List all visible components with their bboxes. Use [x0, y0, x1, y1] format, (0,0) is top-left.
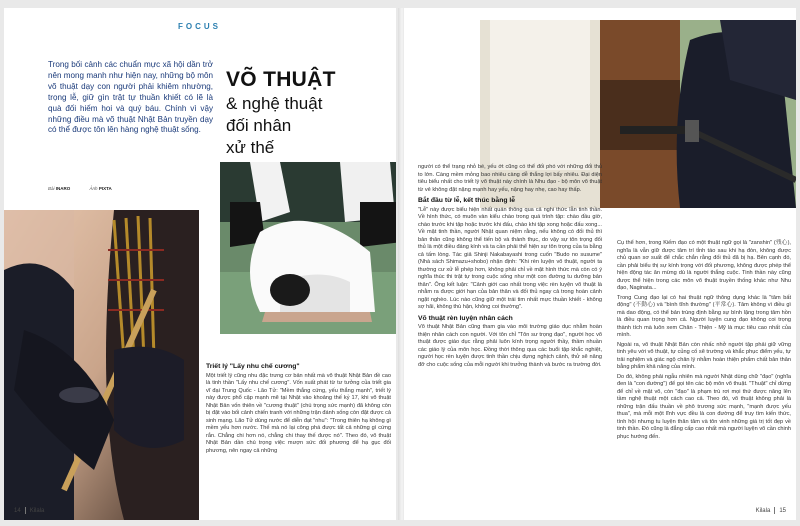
heading-ren-luyen-nhan-cach: Võ thuật rèn luyện nhân cách [418, 314, 513, 322]
right-article-column-2 [617, 240, 791, 443]
author-credit: Bài INARO [48, 186, 71, 191]
brand-left: Kilala [29, 508, 45, 514]
page-number-left: 14 [14, 508, 21, 514]
paragraph: người có thể trạng nhỏ bé, yếu ớt cũng có thể đối phó với những đối thủ to lớn. Càng mềm mỏng bao nhiêu càng dễ thắng lợi bấy nhiêu. Đại diện tiêu biểu nhất cho triết lý võ thuật này chính là Nhu đạo - bộ môn võ thuật từ vẻ không đặt nặng mạnh hay yếu, nặng hay nhẹ, cao hay thấp. [418, 164, 602, 193]
judo-bow-illustration [220, 162, 396, 334]
section-label: FOCUS [178, 22, 221, 31]
left-article-column [206, 360, 391, 457]
left-page [4, 8, 396, 520]
footer-right [756, 507, 786, 514]
article-title [226, 68, 396, 158]
bowing-photo [220, 162, 396, 334]
footer-divider [774, 507, 775, 514]
brand-right: Kilala [755, 508, 771, 514]
credits [48, 186, 130, 191]
intro-paragraph: Trong bối cảnh các chuẩn mực xã hội dần trở nên mong manh như hiện nay, những bộ môn võ thuật dạy con người phải khiêm nhường, trọng lễ, giữ gìn trật tự thuần khiết có lẽ là quà đối hiếm hoi và quý báu. Chính vì vậy những điều mà võ thuật Nhật Bản truyền dạy có thể được tôn lên hàng nghệ thuật sống. [48, 60, 213, 135]
footer-divider [25, 507, 26, 514]
paragraph: Một triết lý cũng nhu đặc trưng cơ bản nhất mà võ thuật Nhật Bản đề cao là tinh thần "Lấy nhu chế cương". Vốn xuất phát từ tư tưởng của triết gia vĩ đại Trung Quốc - Lão Tử: "Mềm thắng cứng, yếu thắng mạnh", triết lý này được phổ cập mạnh mẽ tại Nhật vào khoảng thế kỷ 17, khi võ thuật Nhật Bản vốn thiên về "cương thuật" (chú trọng sức mạnh) đã không còn bị đặt vào bối cảnh chiến tranh với những trận đánh sống còn đặt được cả sinh mạng. Lão Tử dùng nước để diễn đạt "nhu": "Trong thiên hạ không gì mềm yếu hơn nước. Thế mà nó lại công phá được tất cả những gì cứng rắn. Chẳng chi hơn nó, chẳng chi thay thế được nó". Theo đó, võ thuật Nhật Bản dần chú trọng việc mượn sức đối phương để hạ gục đối phương, nên ngay cả những [206, 372, 391, 454]
paragraph: Võ thuật Nhật Bản cũng tham gia vào môi trường giáo dục nhằm hoàn thiện nhân cách con người. Với tôn chỉ "Tôn sư trọng đạo", người học võ thuật được giáo dục rằng phải luôn kính trọng người thầy, thầm nhuần các giáo lý của môn học. Đồng thời thông qua các buổi tập khắc nghiệt, người học rèn luyện được tinh thần chịu đựng nghịch cảnh, thử sẽ nâng đỡ cho cuộc sống của mỗi người khi trưởng thành và bước ra trường đời. [418, 324, 602, 368]
footer-left [14, 507, 44, 514]
paragraph: Ngoài ra, võ thuật Nhật Bản còn nhấc nhở người tập phải giữ vững tinh yêu với võ thuật, tự củng cố sẽ trường và khắc phục điểm yếu, tự trải nghiệm và giác ngộ chân lý nhằm hoàn thiện phẩm chất bản thân bằng phẩm khả năng của mình. [617, 341, 791, 370]
photo-credit: Ảnh PIXTA [89, 186, 112, 191]
title-line-2: & nghệ thuật [226, 94, 323, 113]
kendo-mask-photo [4, 210, 199, 520]
right-page [404, 8, 796, 520]
heading-bat-dau-tu-le: Bắt đầu từ lễ, kết thúc bằng lễ [418, 197, 516, 204]
right-article-column-1 [418, 164, 602, 371]
title-line-4: xử thế [226, 138, 275, 157]
kendo-mask-illustration [4, 210, 199, 520]
title-main: VÕ THUẬT [226, 68, 336, 91]
title-line-3: đối nhân [226, 116, 292, 135]
paragraph: Do đó, không phải ngẫu nhiên mà người Nhật dùng chữ "đạo" (nghĩa đen là "con đường") để gọi tên các bộ môn võ thuật. "Thuật" chỉ dừng để chỉ về mặt võ, còn "đạo" là phạm trù rơi mọi thứ được nâng lên tầm nghệ thuật một cách cao cả. Theo đó, võ thuật không phải là những trận đấu thuần về phô trương sức mạnh, "mạnh được yếu thua", mà mỗi một lĩnh vực đều là con đường để truy tìm kiến thức, tính hội nhưng tu luyện thân tâm và tôn vinh những giá trị tốt đẹp về tinh thần. Đó cũng là đẳng cấp cao nhất mà người luyện võ cần chinh phục hướng đến. [617, 373, 791, 440]
page-number-right: 15 [779, 508, 786, 514]
paragraph: Cụ thể hơn, trong Kiếm đạo có một thuật ngữ gọi là "zanshin" (残心), nghĩa là vẫn giữ được tâm trí tỉnh táo sau khi hạ đòn, không được chủ quan sơ suất để chắc chắn rằng đối thủ đã bị hạ. Bên cạnh đó, cần phải biểu thị sự kính trọng với đối phương, không được phép thể hiện động tác ăn mừng dù là người thắng cuộc. Tinh thần này cũng được thể hiện trong các môn võ thuật truyền thống khác như Nhu đạo, Naginata... [617, 240, 791, 291]
paragraph: Trong Cung đạo lại có hai thuật ngữ thông dụng khác là "tâm bất động" (不動心) và "bình tĩnh thường" (平常心). Tâm không vì điều gì mà dao động, có thể bản trùng định bằng sự bình lặng trong tâm hồn là điều quan trọng hơn cả. Người luyện cung đạo không coi trọng thành tích mà luôn xem Chân - Thiện - Mỹ là mục tiêu cao nhất của mình. [617, 294, 791, 338]
paragraph: "Lễ" này được biểu hiện nhất quán thông qua cả nghi thức lẫn tinh thần. Về hình thức, có muôn vàn kiểu chào trong quá trình tập: chào đầu giờ, chào trước khi tập hoặc trước khi đấu, chào khi tập xong hoặc đấu xong... Về mặt tinh thần, người Nhật quan niệm rằng, nếu không có đối thủ thì bản thân cũng không thể tiến bộ và thành thục, do vậy sự tôn trọng đối thủ là một điều đáng kính và ta cần phải thể hiện sự tôn trọng của ta bằng cả tấm lòng. Tác giả Shinji Nakabayashi trong cuốn "Budo no susume" (Nhà sách Shimazu+shobo) nhận định: "Khi rèn luyện võ thuật, người ta thường cư xử lễ phép hơn, không phải chỉ về mặt hình thức mà còn có ý nghĩa thúc thi trật tự trong cuộc sống như một con đường tu dưỡng bản thân". Ông kết luận: "Cảnh giới cao nhất trong việc rèn luyện võ thuật là nhằm ra được giới hạn của bản thân và đối thủ ngay cả trong hoàn cảnh ngặt nghèo. Lúc nào cũng giữ một trái tim nhất mực thuần khiết - không sợ hãi, không thù hận, không coi thường". [418, 206, 602, 310]
heading-nhu-che-cuong: Triết lý "Lấy nhu chế cương" [206, 363, 300, 370]
